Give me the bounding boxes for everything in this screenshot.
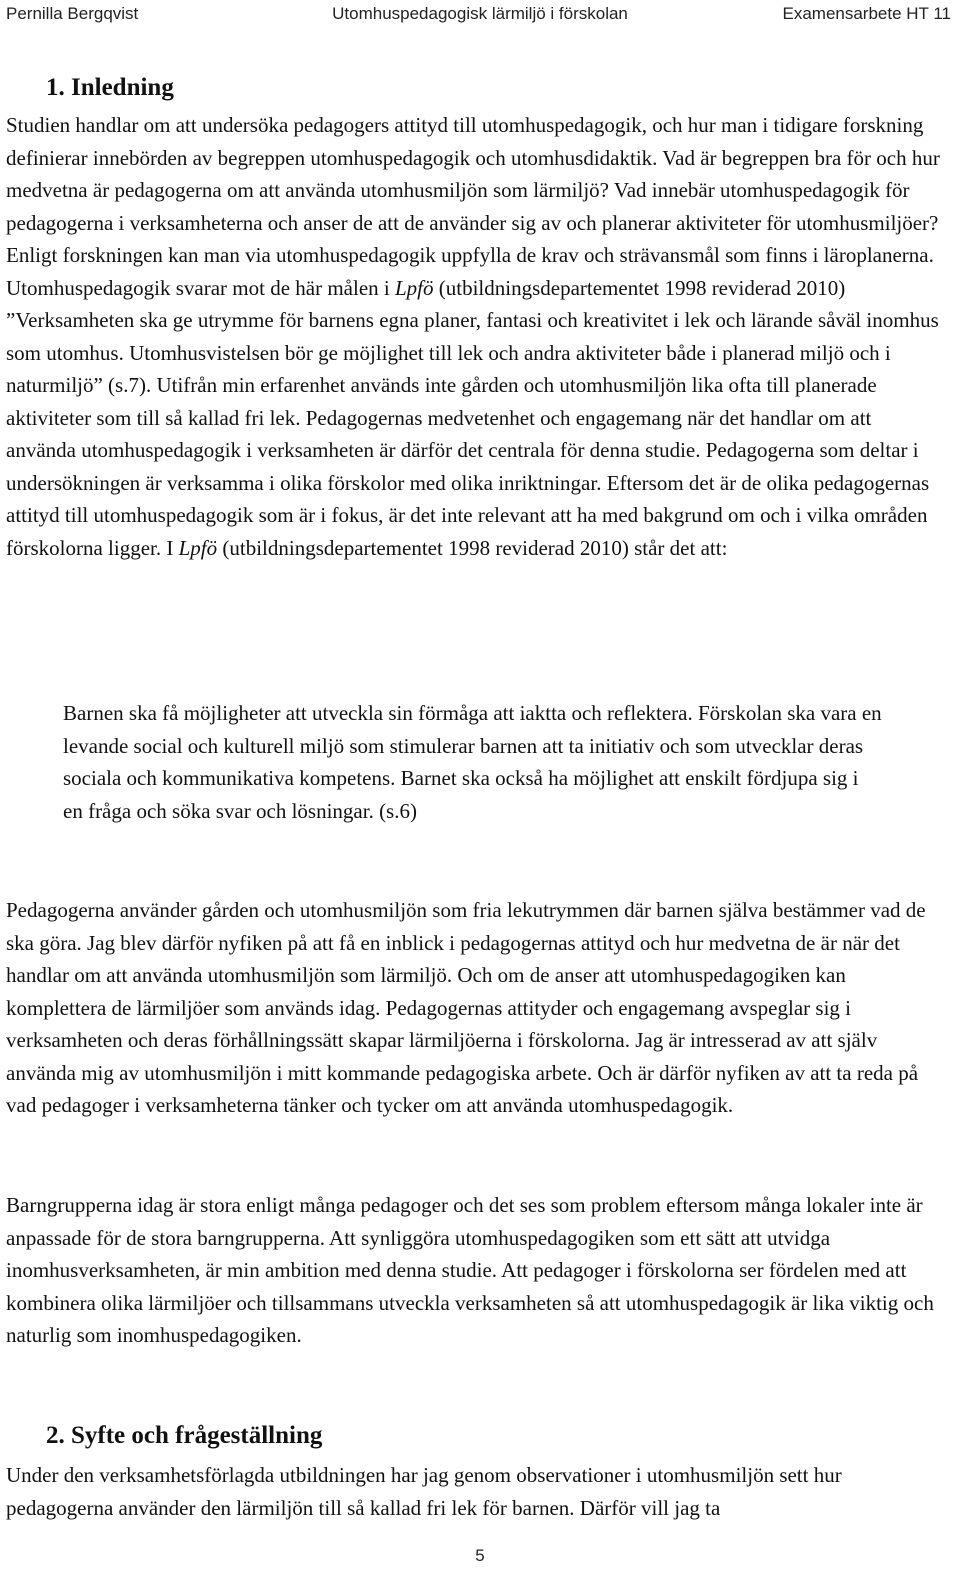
section-2 — [6, 1418, 940, 1454]
section-2-paragraph-1: Under den verksamhetsförlagda utbildningen har jag genom observationer i utomhusmiljön sett hur pedagogerna använder den lärmiljön till så kallad fri lek för barnen. Därför vill jag ta — [6, 1463, 842, 1520]
section-1-heading: 1. Inledning — [46, 74, 174, 101]
paragraph-text-a: Studien handlar om att undersöka pedagogers attityd till utomhuspedagogik, och hur man i tidigare forskning definierar innebörden av begreppen utomhuspedagogik och utomhusdidaktik. Vad är begreppen bra för och hur medvetna är pedagogerna om att använda utomhusmiljön som lärmiljö? Vad innebär utomhuspedagogik för pedagogerna i verksamheterna och anser de att de använder sig av och planerar aktiviteter för utomhusmiljöer? Enligt forskningen kan man via utomhuspedagogik uppfylla de krav och strävansmål som finns i läroplanerna. Utomhuspedagogik svarar mot de här målen i — [6, 113, 940, 300]
section-1 — [6, 70, 940, 106]
section-2-heading: 2. Syfte och frågeställning — [46, 1422, 323, 1449]
page-number: 5 — [475, 1546, 485, 1565]
paragraph-text-b: (utbildningsdepartementet 1998 reviderad 2010) ”Verksamheten ska ge utrymme för barnens egna planer, fantasi och kreativitet i lek och lärande såväl inomhus som utomhus. Utomhusvistelsen bör ge möjlighet till lek och andra aktiviteter både i planerad miljö och i naturmiljö” (s.7). Utifrån min erfarenhet används inte gården och utomhusmiljön lika ofta till planerade aktiviteter som till så kallad fri lek. Pedagogernas medvetenhet och engagemang när det handlar om att använda utomhuspedagogik i verksamheten är därför det centrala för denna studie. Pedagogerna som deltar i undersökningen är verksamma i olika förskolor med olika inriktningar. Eftersom det är de olika pedagogernas attityd till utomhuspedagogik som är i fokus, är det inte relevant att ha med bakgrund om och i vilka områden förskolorna ligger. I — [6, 275, 939, 560]
section-1-paragraph-1 — [6, 109, 940, 564]
paragraph-text-c: (utbildningsdepartementet 1998 reviderad 2010) står det att: — [217, 535, 728, 560]
running-header — [0, 2, 960, 28]
header-course: Examensarbete HT 11 — [782, 4, 951, 23]
section-1-paragraph-2: Pedagogerna använder gården och utomhusmiljön som fria lekutrymmen där barnen själva bestämmer vad de ska göra. Jag blev därför nyfiken på att få en inblick i pedagogernas attityd och hur medvetna de är när det handlar om att använda utomhusmiljön som lärmiljö. Och om de anser att utomhuspedagogiken kan komplettera de lärmiljöer som används idag. Pedagogernas attityder och engagemang avspeglar sig i verksamheten och deras förhållningssätt skapar lärmiljöerna i förskolorna. Jag är intresserad av att själv använda mig av utomhusmiljön i mitt kommande pedagogiska arbete. Och är därför nyfiken av att ta reda på vad pedagoger i verksamheterna tänker och tycker om att använda utomhuspedagogik. — [6, 898, 926, 1117]
block-quote: Barnen ska få möjligheter att utveckla sin förmåga att iaktta och reflektera. Förskolan ska vara en levande social och kulturell miljö som stimulerar barnen att ta initiativ och som utvecklar deras sociala och kommunikativa kompetens. Barnet ska också ha möjlighet att enskilt fördjupa sig i en fråga och söka svar och lösningar. (s.6) — [63, 701, 882, 823]
section-1-paragraph-3: Barngrupperna idag är stora enligt många pedagoger och det ses som problem eftersom många lokaler inte är anpassade för de stora barngrupperna. Att synliggöra utomhuspedagogiken som ett sätt att utvidga inomhusverksamheten, är min ambition med denna studie. Att pedagoger i förskolorna ser fördelen med att kombinera olika lärmiljöer och tillsammans utveckla verksamheten så att utomhuspedagogik är lika viktig och naturlig som inomhuspedagogiken. — [6, 1193, 934, 1347]
lpfo-reference: Lpfö — [394, 275, 434, 300]
lpfo-reference-2: Lpfö — [178, 535, 218, 560]
header-author: Pernilla Bergqvist — [6, 4, 139, 23]
paragraph — [6, 109, 940, 564]
header-title: Utomhuspedagogisk lärmiljö i förskolan — [332, 4, 628, 23]
